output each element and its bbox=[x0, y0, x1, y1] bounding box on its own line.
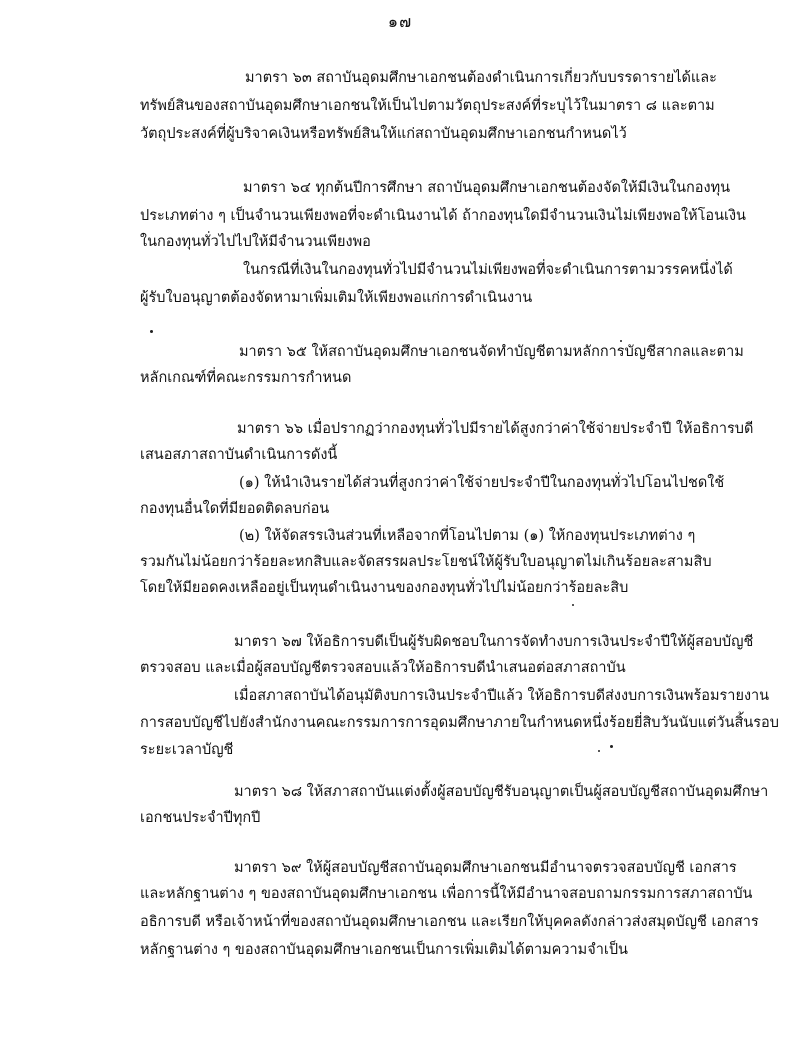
section-66-line-3: (๑) ให้นำเงินรายได้ส่วนที่สูงกว่าค่าใช้จ่ายประจำปีในกองทุนทั่วไปโอนไปชดใช้ bbox=[239, 475, 725, 491]
section-63-line-2: ทรัพย์สินของสถาบันอุดมศึกษาเอกชนให้เป็นไปตามวัตถุประสงค์ที่ระบุไว้ในมาตรา ๘ และตาม bbox=[140, 98, 715, 114]
scan-speck bbox=[598, 750, 600, 752]
section-69-line-3: อธิการบดี หรือเจ้าหน้าที่ของสถาบันอุดมศึกษาเอกชน และเรียกให้บุคคลดังกล่าวส่งสมุดบัญชี เอกสาร bbox=[140, 914, 759, 930]
section-66-line-1: มาตรา ๖๖ เมื่อปรากฏว่ากองทุนทั่วไปมีรายได้สูงกว่าค่าใช้จ่ายประจำปี ให้อธิการบดี bbox=[237, 421, 754, 437]
section-63-line-3: วัตถุประสงค์ที่ผู้บริจาคเงินหรือทรัพย์สินให้แก่สถาบันอุดมศึกษาเอกชนกำหนดไว้ bbox=[140, 126, 627, 142]
scan-speck bbox=[572, 604, 574, 606]
scan-speck bbox=[620, 340, 622, 342]
section-69-line-2: และหลักฐานต่าง ๆ ของสถาบันอุดมศึกษาเอกชน เพื่อการนี้ให้มีอำนาจสอบถามกรรมการสภาสถาบัน bbox=[140, 886, 753, 902]
section-67-line-4: การสอบบัญชีไปยังสำนักงานคณะกรรมการการอุดมศึกษาภายในกำหนดหนึ่งร้อยยี่สิบวันนับแต่วันสิ้นรอบ bbox=[140, 715, 779, 731]
section-66-line-2: เสนอสภาสถาบันดำเนินการดังนี้ bbox=[140, 447, 338, 463]
section-66-line-6: รวมกันไม่น้อยกว่าร้อยละหกสิบและจัดสรรผลประโยชน์ให้ผู้รับใบอนุญาตไม่เกินร้อยละสามสิบ bbox=[140, 554, 712, 570]
section-66-line-4: กองทุนอื่นใดที่มียอดติดลบก่อน bbox=[140, 501, 330, 517]
scan-speck bbox=[610, 745, 613, 748]
section-63-line-1: มาตรา ๖๓ สถาบันอุดมศึกษาเอกชนต้องดำเนินการเกี่ยวกับบรรดารายได้และ bbox=[245, 70, 717, 86]
section-68-line-2: เอกชนประจำปีทุกปี bbox=[140, 810, 261, 826]
section-65-line-2: หลักเกณฑ์ที่คณะกรรมการกำหนด bbox=[140, 370, 352, 386]
section-65-line-1: มาตรา ๖๕ ให้สถาบันอุดมศึกษาเอกชนจัดทำบัญชีตามหลักการบัญชีสากลและตาม bbox=[239, 344, 744, 360]
section-69-line-4: หลักฐานต่าง ๆ ของสถาบันอุดมศึกษาเอกชนเป็นการเพิ่มเติมได้ตามความจำเป็น bbox=[140, 942, 628, 958]
section-69-line-1: มาตรา ๖๙ ให้ผู้สอบบัญชีสถาบันอุดมศึกษาเอกชนมีอำนาจตรวจสอบบัญชี เอกสาร bbox=[234, 860, 737, 876]
section-67-line-1: มาตรา ๖๗ ให้อธิการบดีเป็นผู้รับผิดชอบในการจัดทำงบการเงินประจำปีให้ผู้สอบบัญชี bbox=[234, 634, 754, 650]
page-number: ๑๗ bbox=[387, 12, 413, 31]
section-64-line-2: ประเภทต่าง ๆ เป็นจำนวนเพียงพอที่จะดำเนินงานได้ ถ้ากองทุนใดมีจำนวนเงินไม่เพียงพอให้โอนเงิน bbox=[140, 208, 746, 224]
section-66-line-5: (๒) ให้จัดสรรเงินส่วนที่เหลือจากที่โอนไปตาม (๑) ให้กองทุนประเภทต่าง ๆ bbox=[239, 528, 696, 544]
section-67-line-2: ตรวจสอบ และเมื่อผู้สอบบัญชีตรวจสอบแล้วให้อธิการบดีนำเสนอต่อสภาสถาบัน bbox=[140, 660, 626, 676]
section-64-line-5: ผู้รับใบอนุญาตต้องจัดหามาเพิ่มเติมให้เพียงพอแก่การดำเนินงาน bbox=[140, 290, 533, 306]
scan-speck bbox=[150, 330, 153, 333]
section-68-line-1: มาตรา ๖๘ ให้สภาสถาบันแต่งตั้งผู้สอบบัญชีรับอนุญาตเป็นผู้สอบบัญชีสถาบันอุดมศึกษา bbox=[234, 784, 769, 800]
section-64-line-4: ในกรณีที่เงินในกองทุนทั่วไปมีจำนวนไม่เพียงพอที่จะดำเนินการตามวรรคหนึ่งได้ bbox=[243, 262, 733, 278]
section-66-line-7: โดยให้มียอดคงเหลืออยู่เป็นทุนดำเนินงานของกองทุนทั่วไปไม่น้อยกว่าร้อยละสิบ bbox=[140, 580, 629, 596]
section-64-line-3: ในกองทุนทั่วไปไปให้มีจำนวนเพียงพอ bbox=[140, 234, 371, 250]
section-67-line-3: เมื่อสภาสถาบันได้อนุมัติงบการเงินประจำปีแล้ว ให้อธิการบดีส่งงบการเงินพร้อมรายงาน bbox=[234, 688, 770, 704]
section-64-line-1: มาตรา ๖๔ ทุกต้นปีการศึกษา สถาบันอุดมศึกษาเอกชนต้องจัดให้มีเงินในกองทุน bbox=[243, 180, 731, 196]
section-67-line-5: ระยะเวลาบัญชี bbox=[140, 742, 234, 758]
